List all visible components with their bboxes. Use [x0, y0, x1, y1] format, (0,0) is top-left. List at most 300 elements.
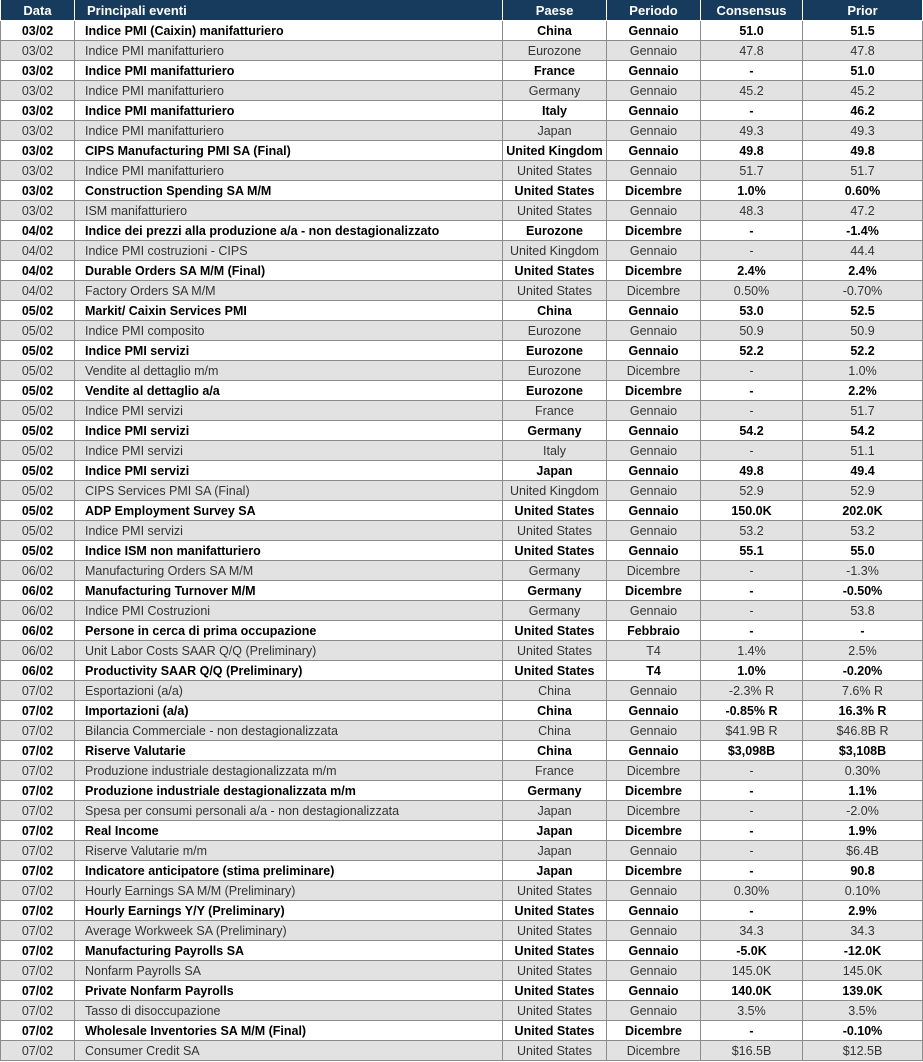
cell-consensus: 140.0K: [701, 981, 803, 1001]
cell-period: Gennaio: [607, 301, 701, 321]
cell-period: Dicembre: [607, 1041, 701, 1061]
table-row: [1, 61, 923, 81]
table-row: [1, 301, 923, 321]
cell-event: Indice PMI servizi: [75, 401, 503, 421]
cell-period: T4: [607, 641, 701, 661]
cell-country: Japan: [503, 121, 607, 141]
cell-country: China: [503, 741, 607, 761]
table-row: [1, 141, 923, 161]
table-row: [1, 681, 923, 701]
cell-prior: 51.7: [803, 161, 923, 181]
cell-consensus: -: [701, 601, 803, 621]
table-row: [1, 381, 923, 401]
cell-country: United States: [503, 281, 607, 301]
cell-date: 03/02: [1, 181, 75, 201]
cell-consensus: 150.0K: [701, 501, 803, 521]
cell-country: Germany: [503, 601, 607, 621]
cell-period: Dicembre: [607, 281, 701, 301]
cell-country: France: [503, 61, 607, 81]
cell-country: United States: [503, 921, 607, 941]
table-row: [1, 501, 923, 521]
cell-consensus: 48.3: [701, 201, 803, 221]
cell-consensus: -: [701, 381, 803, 401]
cell-country: Germany: [503, 561, 607, 581]
header-period: Periodo: [607, 0, 701, 21]
table-row: [1, 481, 923, 501]
cell-period: Gennaio: [607, 841, 701, 861]
cell-date: 07/02: [1, 921, 75, 941]
cell-prior: -2.0%: [803, 801, 923, 821]
cell-country: France: [503, 401, 607, 421]
cell-prior: $46.8B R: [803, 721, 923, 741]
cell-period: Gennaio: [607, 521, 701, 541]
table-row: [1, 261, 923, 281]
cell-prior: 55.0: [803, 541, 923, 561]
cell-country: United States: [503, 981, 607, 1001]
cell-date: 03/02: [1, 201, 75, 221]
cell-event: Vendite al dettaglio a/a: [75, 381, 503, 401]
cell-consensus: 145.0K: [701, 961, 803, 981]
cell-period: Dicembre: [607, 561, 701, 581]
cell-consensus: -: [701, 801, 803, 821]
cell-period: Gennaio: [607, 881, 701, 901]
cell-country: United States: [503, 661, 607, 681]
cell-date: 07/02: [1, 1041, 75, 1061]
cell-period: Gennaio: [607, 401, 701, 421]
cell-country: United States: [503, 1041, 607, 1061]
cell-prior: 0.10%: [803, 881, 923, 901]
cell-prior: 45.2: [803, 81, 923, 101]
cell-date: 07/02: [1, 741, 75, 761]
cell-country: Japan: [503, 841, 607, 861]
cell-period: Gennaio: [607, 321, 701, 341]
cell-period: Gennaio: [607, 941, 701, 961]
cell-date: 05/02: [1, 321, 75, 341]
cell-date: 07/02: [1, 881, 75, 901]
cell-consensus: -: [701, 241, 803, 261]
cell-consensus: 34.3: [701, 921, 803, 941]
cell-event: Persone in cerca di prima occupazione: [75, 621, 503, 641]
table-row: [1, 581, 923, 601]
cell-period: Dicembre: [607, 221, 701, 241]
cell-country: United States: [503, 961, 607, 981]
table-row: [1, 601, 923, 621]
table-row: [1, 741, 923, 761]
table-row: [1, 201, 923, 221]
cell-prior: 1.9%: [803, 821, 923, 841]
cell-date: 05/02: [1, 461, 75, 481]
cell-consensus: -0.85% R: [701, 701, 803, 721]
cell-event: Productivity SAAR Q/Q (Preliminary): [75, 661, 503, 681]
cell-consensus: 54.2: [701, 421, 803, 441]
cell-prior: 53.8: [803, 601, 923, 621]
cell-date: 06/02: [1, 581, 75, 601]
cell-date: 05/02: [1, 481, 75, 501]
table-row: [1, 121, 923, 141]
cell-event: Manufacturing Payrolls SA: [75, 941, 503, 961]
cell-prior: 0.30%: [803, 761, 923, 781]
cell-event: Indice PMI manifatturiero: [75, 41, 503, 61]
cell-date: 07/02: [1, 681, 75, 701]
header-prior: Prior: [803, 0, 923, 21]
cell-country: Italy: [503, 441, 607, 461]
table-row: [1, 401, 923, 421]
cell-prior: 50.9: [803, 321, 923, 341]
table-row: [1, 941, 923, 961]
cell-consensus: -: [701, 581, 803, 601]
cell-date: 04/02: [1, 261, 75, 281]
cell-date: 05/02: [1, 421, 75, 441]
cell-prior: 1.1%: [803, 781, 923, 801]
cell-prior: -0.10%: [803, 1021, 923, 1041]
cell-period: Dicembre: [607, 581, 701, 601]
cell-date: 03/02: [1, 101, 75, 121]
table-row: [1, 921, 923, 941]
cell-consensus: 0.50%: [701, 281, 803, 301]
cell-country: Italy: [503, 101, 607, 121]
cell-country: China: [503, 701, 607, 721]
cell-event: Indice PMI manifatturiero: [75, 81, 503, 101]
cell-date: 06/02: [1, 661, 75, 681]
cell-event: CIPS Services PMI SA (Final): [75, 481, 503, 501]
cell-date: 05/02: [1, 541, 75, 561]
cell-country: United States: [503, 941, 607, 961]
cell-prior: 47.2: [803, 201, 923, 221]
cell-event: Indice PMI costruzioni - CIPS: [75, 241, 503, 261]
cell-date: 07/02: [1, 901, 75, 921]
cell-event: Hourly Earnings Y/Y (Preliminary): [75, 901, 503, 921]
cell-date: 03/02: [1, 41, 75, 61]
cell-prior: 1.0%: [803, 361, 923, 381]
cell-event: Manufacturing Orders SA M/M: [75, 561, 503, 581]
cell-period: Gennaio: [607, 41, 701, 61]
table-row: [1, 101, 923, 121]
cell-prior: 202.0K: [803, 501, 923, 521]
table-body: [1, 21, 923, 1061]
cell-period: Gennaio: [607, 601, 701, 621]
cell-period: Gennaio: [607, 201, 701, 221]
cell-date: 07/02: [1, 861, 75, 881]
cell-date: 03/02: [1, 21, 75, 41]
cell-period: Febbraio: [607, 621, 701, 641]
cell-country: United Kingdom: [503, 241, 607, 261]
cell-date: 07/02: [1, 941, 75, 961]
cell-date: 07/02: [1, 981, 75, 1001]
cell-period: Dicembre: [607, 361, 701, 381]
cell-date: 06/02: [1, 601, 75, 621]
cell-country: Japan: [503, 801, 607, 821]
cell-event: ADP Employment Survey SA: [75, 501, 503, 521]
cell-prior: 51.7: [803, 401, 923, 421]
cell-prior: -0.50%: [803, 581, 923, 601]
cell-country: United States: [503, 1021, 607, 1041]
cell-date: 07/02: [1, 781, 75, 801]
cell-prior: -0.20%: [803, 661, 923, 681]
cell-consensus: 1.0%: [701, 181, 803, 201]
cell-period: Dicembre: [607, 821, 701, 841]
cell-prior: 52.2: [803, 341, 923, 361]
cell-period: Dicembre: [607, 861, 701, 881]
cell-date: 05/02: [1, 341, 75, 361]
cell-event: Riserve Valutarie: [75, 741, 503, 761]
cell-date: 03/02: [1, 61, 75, 81]
cell-consensus: 52.9: [701, 481, 803, 501]
cell-event: Importazioni (a/a): [75, 701, 503, 721]
table-row: [1, 361, 923, 381]
cell-prior: $3,108B: [803, 741, 923, 761]
cell-country: France: [503, 761, 607, 781]
cell-event: Nonfarm Payrolls SA: [75, 961, 503, 981]
cell-prior: 7.6% R: [803, 681, 923, 701]
cell-period: Gennaio: [607, 741, 701, 761]
cell-consensus: $3,098B: [701, 741, 803, 761]
table-row: [1, 521, 923, 541]
cell-country: United States: [503, 521, 607, 541]
cell-country: Eurozone: [503, 381, 607, 401]
cell-consensus: 52.2: [701, 341, 803, 361]
cell-prior: -12.0K: [803, 941, 923, 961]
cell-period: Dicembre: [607, 1021, 701, 1041]
cell-event: Private Nonfarm Payrolls: [75, 981, 503, 1001]
cell-prior: 0.60%: [803, 181, 923, 201]
cell-event: Vendite al dettaglio m/m: [75, 361, 503, 381]
cell-period: Dicembre: [607, 381, 701, 401]
cell-date: 05/02: [1, 361, 75, 381]
cell-period: Gennaio: [607, 701, 701, 721]
cell-consensus: -2.3% R: [701, 681, 803, 701]
cell-prior: $6.4B: [803, 841, 923, 861]
cell-event: Riserve Valutarie m/m: [75, 841, 503, 861]
cell-period: Gennaio: [607, 541, 701, 561]
cell-date: 07/02: [1, 701, 75, 721]
cell-period: Gennaio: [607, 81, 701, 101]
cell-date: 07/02: [1, 1001, 75, 1021]
cell-prior: -: [803, 621, 923, 641]
cell-date: 03/02: [1, 141, 75, 161]
cell-prior: 51.5: [803, 21, 923, 41]
cell-country: Eurozone: [503, 321, 607, 341]
cell-country: United States: [503, 201, 607, 221]
cell-consensus: 49.8: [701, 461, 803, 481]
cell-consensus: 50.9: [701, 321, 803, 341]
cell-period: Gennaio: [607, 101, 701, 121]
table-row: [1, 701, 923, 721]
cell-country: China: [503, 681, 607, 701]
cell-country: United States: [503, 261, 607, 281]
cell-period: Dicembre: [607, 181, 701, 201]
cell-event: ISM manifatturiero: [75, 201, 503, 221]
cell-date: 07/02: [1, 841, 75, 861]
cell-country: United States: [503, 1001, 607, 1021]
cell-consensus: -: [701, 101, 803, 121]
table-row: [1, 341, 923, 361]
cell-consensus: -: [701, 621, 803, 641]
cell-event: Indice PMI servizi: [75, 521, 503, 541]
cell-period: Gennaio: [607, 901, 701, 921]
table-row: [1, 981, 923, 1001]
cell-event: Esportazioni (a/a): [75, 681, 503, 701]
cell-country: United States: [503, 541, 607, 561]
cell-country: Germany: [503, 581, 607, 601]
cell-period: Gennaio: [607, 341, 701, 361]
cell-country: United States: [503, 621, 607, 641]
cell-consensus: 1.4%: [701, 641, 803, 661]
cell-consensus: 49.3: [701, 121, 803, 141]
cell-prior: 2.5%: [803, 641, 923, 661]
cell-consensus: $41.9B R: [701, 721, 803, 741]
header-country: Paese: [503, 0, 607, 21]
cell-consensus: -: [701, 401, 803, 421]
cell-period: Gennaio: [607, 241, 701, 261]
cell-date: 04/02: [1, 241, 75, 261]
cell-event: Indice PMI servizi: [75, 461, 503, 481]
table-row: [1, 841, 923, 861]
cell-date: 03/02: [1, 121, 75, 141]
cell-country: China: [503, 21, 607, 41]
cell-event: Indice PMI (Caixin) manifatturiero: [75, 21, 503, 41]
cell-prior: 145.0K: [803, 961, 923, 981]
cell-date: 06/02: [1, 641, 75, 661]
cell-prior: -1.4%: [803, 221, 923, 241]
cell-date: 05/02: [1, 381, 75, 401]
cell-event: Unit Labor Costs SAAR Q/Q (Preliminary): [75, 641, 503, 661]
cell-prior: 49.8: [803, 141, 923, 161]
cell-period: Gennaio: [607, 481, 701, 501]
cell-event: Indice PMI manifatturiero: [75, 161, 503, 181]
cell-country: Eurozone: [503, 341, 607, 361]
table-row: [1, 541, 923, 561]
table-row: [1, 81, 923, 101]
cell-country: United Kingdom: [503, 481, 607, 501]
cell-consensus: -: [701, 841, 803, 861]
cell-country: Germany: [503, 781, 607, 801]
cell-date: 05/02: [1, 521, 75, 541]
cell-period: Gennaio: [607, 441, 701, 461]
cell-consensus: 49.8: [701, 141, 803, 161]
cell-consensus: -: [701, 441, 803, 461]
table-row: [1, 901, 923, 921]
cell-consensus: -: [701, 901, 803, 921]
cell-event: Indice PMI servizi: [75, 441, 503, 461]
cell-consensus: 55.1: [701, 541, 803, 561]
cell-consensus: 51.7: [701, 161, 803, 181]
table-row: [1, 241, 923, 261]
table-row: [1, 1021, 923, 1041]
cell-period: Gennaio: [607, 921, 701, 941]
cell-consensus: $16.5B: [701, 1041, 803, 1061]
cell-event: Real Income: [75, 821, 503, 841]
header-event: Principali eventi: [75, 0, 503, 21]
cell-date: 04/02: [1, 221, 75, 241]
cell-consensus: 51.0: [701, 21, 803, 41]
cell-period: Gennaio: [607, 21, 701, 41]
cell-date: 05/02: [1, 501, 75, 521]
cell-event: Hourly Earnings SA M/M (Preliminary): [75, 881, 503, 901]
cell-event: CIPS Manufacturing PMI SA (Final): [75, 141, 503, 161]
cell-consensus: -: [701, 781, 803, 801]
cell-event: Produzione industriale destagionalizzata m/m: [75, 781, 503, 801]
cell-country: United Kingdom: [503, 141, 607, 161]
cell-event: Consumer Credit SA: [75, 1041, 503, 1061]
cell-country: Japan: [503, 461, 607, 481]
table-row: [1, 161, 923, 181]
cell-event: Bilancia Commerciale - non destagionalizzata: [75, 721, 503, 741]
cell-prior: 139.0K: [803, 981, 923, 1001]
cell-date: 07/02: [1, 761, 75, 781]
cell-consensus: 2.4%: [701, 261, 803, 281]
cell-country: United States: [503, 181, 607, 201]
cell-consensus: -: [701, 561, 803, 581]
table-row: [1, 881, 923, 901]
cell-consensus: 45.2: [701, 81, 803, 101]
cell-prior: 44.4: [803, 241, 923, 261]
table-row: [1, 281, 923, 301]
cell-country: United States: [503, 161, 607, 181]
cell-period: Gennaio: [607, 681, 701, 701]
cell-date: 05/02: [1, 441, 75, 461]
table-row: [1, 821, 923, 841]
cell-period: Dicembre: [607, 801, 701, 821]
cell-date: 03/02: [1, 161, 75, 181]
cell-period: Dicembre: [607, 781, 701, 801]
cell-country: United States: [503, 901, 607, 921]
cell-event: Spesa per consumi personali a/a - non destagionalizzata: [75, 801, 503, 821]
cell-event: Average Workweek SA (Preliminary): [75, 921, 503, 941]
cell-consensus: -: [701, 361, 803, 381]
cell-date: 07/02: [1, 961, 75, 981]
cell-country: Germany: [503, 421, 607, 441]
cell-country: Germany: [503, 81, 607, 101]
cell-event: Indicatore anticipatore (stima preliminare): [75, 861, 503, 881]
table-row: [1, 801, 923, 821]
cell-consensus: -: [701, 61, 803, 81]
cell-period: Dicembre: [607, 261, 701, 281]
cell-event: Indice PMI servizi: [75, 341, 503, 361]
table-row: [1, 21, 923, 41]
cell-prior: 2.2%: [803, 381, 923, 401]
cell-prior: 46.2: [803, 101, 923, 121]
cell-date: 05/02: [1, 401, 75, 421]
table-row: [1, 621, 923, 641]
cell-consensus: 53.2: [701, 521, 803, 541]
table-row: [1, 861, 923, 881]
cell-period: Gennaio: [607, 1001, 701, 1021]
table-row: [1, 421, 923, 441]
cell-period: Gennaio: [607, 981, 701, 1001]
cell-prior: 90.8: [803, 861, 923, 881]
cell-period: Dicembre: [607, 761, 701, 781]
cell-event: Indice PMI Costruzioni: [75, 601, 503, 621]
header-consensus: Consensus: [701, 0, 803, 21]
cell-period: Gennaio: [607, 721, 701, 741]
cell-prior: -0.70%: [803, 281, 923, 301]
cell-event: Indice PMI manifatturiero: [75, 121, 503, 141]
cell-prior: 2.4%: [803, 261, 923, 281]
cell-consensus: -: [701, 221, 803, 241]
table-row: [1, 1041, 923, 1061]
cell-date: 07/02: [1, 801, 75, 821]
cell-consensus: 53.0: [701, 301, 803, 321]
cell-event: Indice dei prezzi alla produzione a/a - non destagionalizzato: [75, 221, 503, 241]
cell-period: Gennaio: [607, 961, 701, 981]
cell-country: United States: [503, 881, 607, 901]
cell-date: 07/02: [1, 821, 75, 841]
cell-event: Markit/ Caixin Services PMI: [75, 301, 503, 321]
cell-prior: 49.3: [803, 121, 923, 141]
cell-event: Tasso di disoccupazione: [75, 1001, 503, 1021]
cell-country: Eurozone: [503, 41, 607, 61]
header-row: [1, 0, 923, 21]
